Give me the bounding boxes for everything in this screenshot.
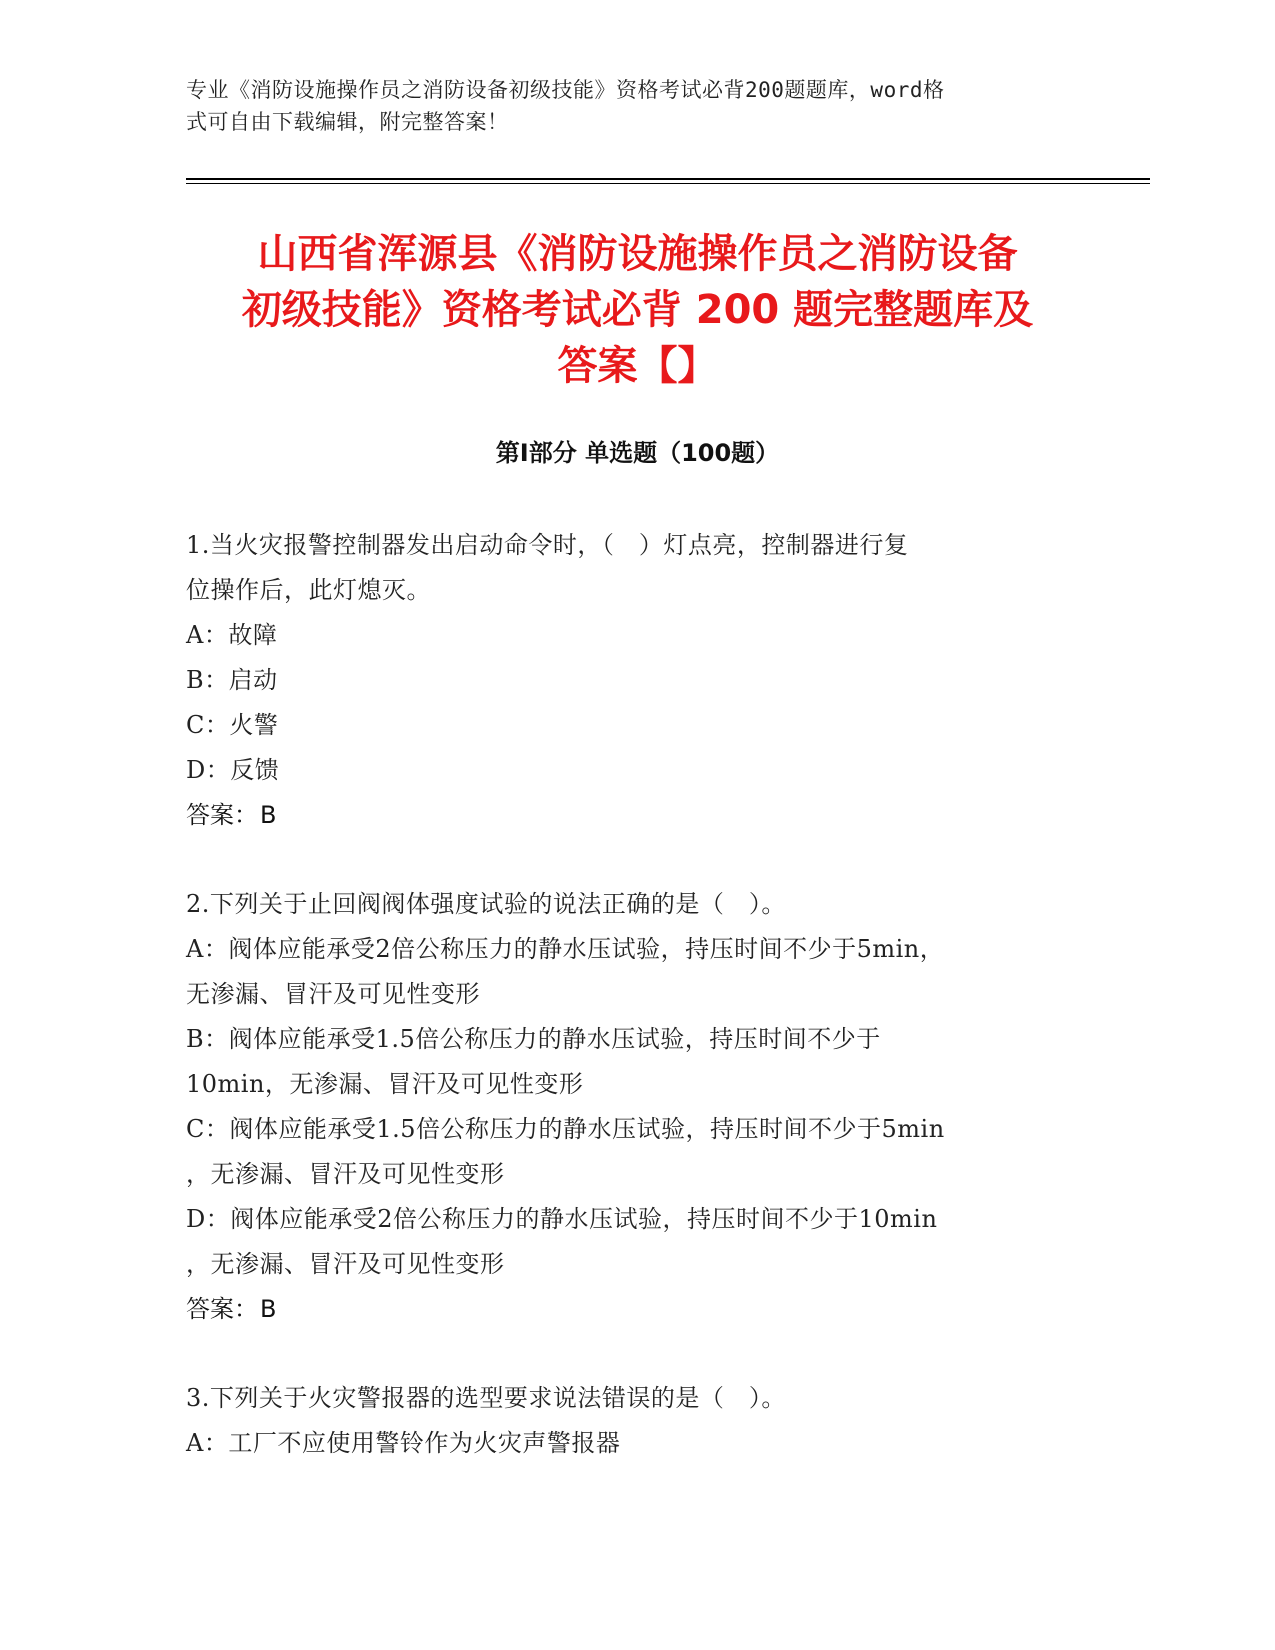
header-divider-thin xyxy=(186,183,1150,184)
answer-value: B xyxy=(260,801,277,829)
document-title-line-2: 初级技能》资格考试必背 200 题完整题库及 xyxy=(241,287,1034,333)
answer-line xyxy=(186,1287,1086,1332)
option-b-continuation: 10min，无渗漏、冒汗及可见性变形 xyxy=(186,1070,584,1098)
question-stem-line: 1.当火灾报警控制器发出启动命令时，（ ）灯点亮，控制器进行复 xyxy=(186,531,909,559)
option-c-continuation: ，无渗漏、冒汗及可见性变形 xyxy=(186,1160,505,1188)
option-a: A：工厂不应使用警铃作为火灾声警报器 xyxy=(186,1429,621,1457)
question-stem-line: 3.下列关于火灾警报器的选型要求说法错误的是（ ）。 xyxy=(186,1384,786,1412)
answer-value: B xyxy=(260,1295,277,1323)
option-b: B：阀体应能承受1.5倍公称压力的静水压试验，持压时间不少于 xyxy=(186,1025,881,1053)
option-a: A：阀体应能承受2倍公称压力的静水压试验，持压时间不少于5min， xyxy=(186,935,945,963)
option-d: D：阀体应能承受2倍公称压力的静水压试验，持压时间不少于10min xyxy=(186,1205,938,1233)
question-list xyxy=(186,523,1086,1510)
section-heading: 第Ⅰ部分 单选题（100题） xyxy=(495,439,780,467)
option-b: B：启动 xyxy=(186,666,278,694)
question-stem-line: 2.下列关于止回阀阀体强度试验的说法正确的是（ ）。 xyxy=(186,890,786,918)
answer-line xyxy=(186,793,1086,838)
document-title-line-1: 山西省浑源县《消防设施操作员之消防设备 xyxy=(257,231,1018,277)
header-note xyxy=(186,74,1066,138)
question-stem-line: 位操作后，此灯熄灭。 xyxy=(186,576,431,604)
question-item xyxy=(186,523,1086,838)
document-title-line-3: 答案【】 xyxy=(557,343,718,389)
question-item xyxy=(186,1376,1086,1466)
question-item xyxy=(186,882,1086,1332)
header-note-line-2: 式可自由下载编辑，附完整答案！ xyxy=(186,110,509,134)
option-d-continuation: ，无渗漏、冒汗及可见性变形 xyxy=(186,1250,505,1278)
option-c: C：阀体应能承受1.5倍公称压力的静水压试验，持压时间不少于5min xyxy=(186,1115,945,1143)
answer-label: 答案： xyxy=(186,1295,258,1323)
option-c: C：火警 xyxy=(186,711,279,739)
option-d: D：反馈 xyxy=(186,756,280,784)
option-a-continuation: 无渗漏、冒汗及可见性变形 xyxy=(186,980,480,1008)
header-divider-thick xyxy=(186,178,1150,180)
option-a: A：故障 xyxy=(186,621,278,649)
header-note-line-1: 专业《消防设施操作员之消防设备初级技能》资格考试必背200题题库，word格 xyxy=(186,78,945,102)
document-title xyxy=(150,226,1125,394)
answer-label: 答案： xyxy=(186,801,258,829)
